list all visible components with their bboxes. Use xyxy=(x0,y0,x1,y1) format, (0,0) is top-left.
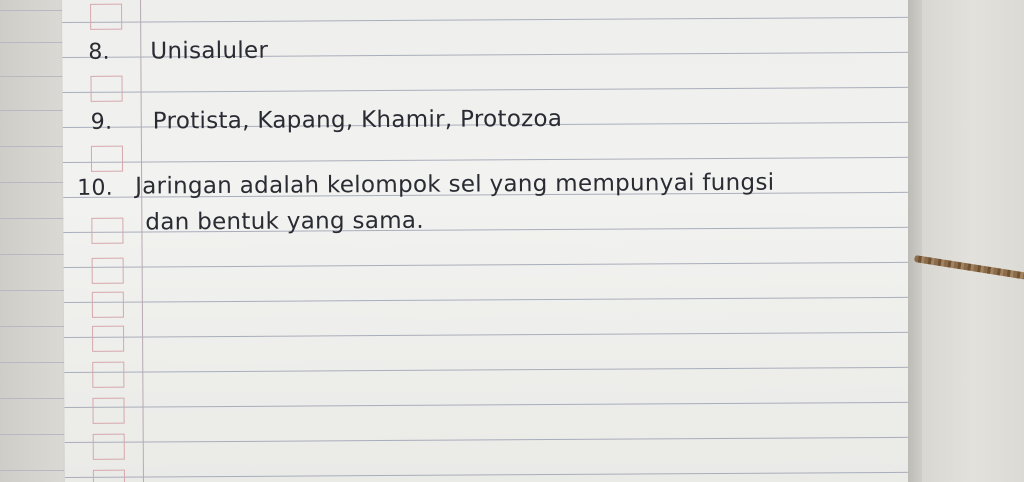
left-rule xyxy=(0,146,64,147)
left-rule xyxy=(0,362,64,363)
item-number: 10. xyxy=(77,175,114,201)
ruled-line xyxy=(65,472,915,479)
checkbox xyxy=(91,146,123,172)
item-number: 8. xyxy=(88,39,111,65)
checkbox xyxy=(90,4,122,30)
item-answer: Protista, Kapang, Khamir, Protozoa xyxy=(152,105,563,135)
ruled-line xyxy=(62,17,912,24)
left-rule xyxy=(0,10,64,11)
ruled-line xyxy=(63,157,913,164)
page-gutter xyxy=(908,0,922,482)
ruled-line xyxy=(63,87,913,94)
left-rule xyxy=(0,76,64,77)
checkbox xyxy=(93,470,125,482)
ruled-line xyxy=(65,437,915,444)
item-answer: Jaringan adalah kelompok sel yang mempunyai fungsi xyxy=(135,169,775,200)
checkbox xyxy=(91,218,123,244)
checkbox xyxy=(92,398,124,424)
ruled-line xyxy=(64,262,914,269)
left-rule xyxy=(0,434,64,435)
item-number: 9. xyxy=(90,109,113,135)
checkbox xyxy=(92,362,124,388)
item-answer-continued: dan bentuk yang sama. xyxy=(145,207,424,236)
ruled-line xyxy=(64,367,914,374)
margin-line xyxy=(140,0,144,482)
left-underlying-page xyxy=(0,0,64,482)
ruled-line xyxy=(64,332,914,339)
right-page-edge xyxy=(922,0,1024,482)
checkbox xyxy=(92,292,124,318)
left-rule xyxy=(0,182,64,183)
checkbox xyxy=(90,76,122,102)
checkbox xyxy=(92,258,124,284)
ruled-line xyxy=(65,402,915,409)
left-rule xyxy=(0,398,64,399)
left-rule xyxy=(0,110,64,111)
left-rule xyxy=(0,42,64,43)
ruled-line xyxy=(64,297,914,304)
checkbox xyxy=(92,326,124,352)
left-rule xyxy=(0,326,64,327)
left-rule xyxy=(0,218,64,219)
notebook-page xyxy=(62,0,915,482)
item-answer: Unisaluler xyxy=(150,37,269,65)
left-rule xyxy=(0,290,64,291)
left-rule xyxy=(0,254,64,255)
left-rule xyxy=(0,470,64,471)
checkbox xyxy=(93,434,125,460)
